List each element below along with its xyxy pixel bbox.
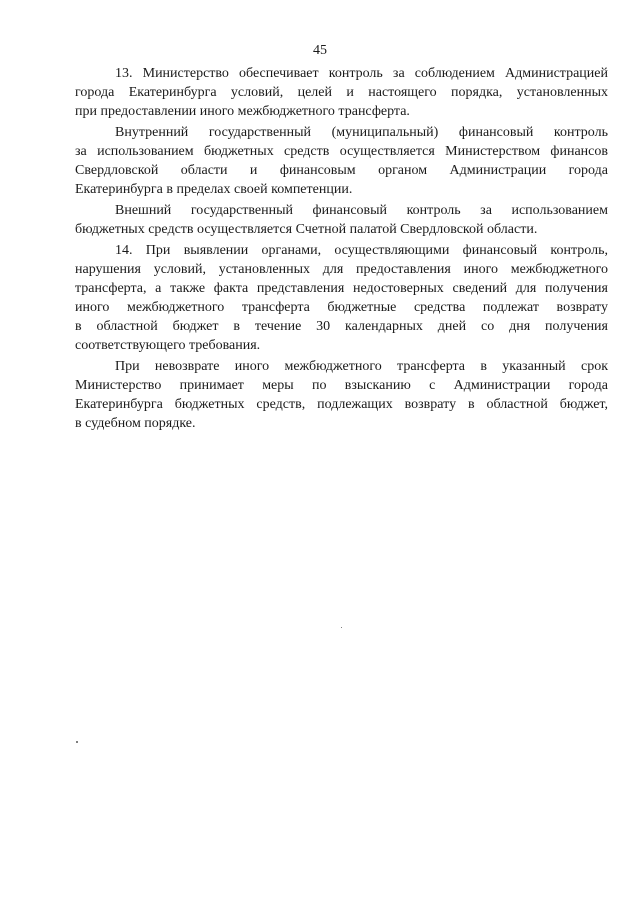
text-line: Свердловской области и финансовым органом Администрации города xyxy=(75,163,608,178)
text-line: иного межбюджетного трансферта бюджетные средства подлежат возврату xyxy=(75,300,608,315)
paragraph-14 xyxy=(75,241,608,355)
text-line: в судебном порядке. xyxy=(75,416,196,431)
text-line: соответствующего требования. xyxy=(75,338,261,353)
text-line: трансферта, а также факта представления недостоверных сведений для получения xyxy=(75,281,608,296)
text-line: Министерство принимает меры по взысканию с Администрации города xyxy=(75,378,608,393)
text-line: 14. При выявлении органами, осуществляющими финансовый контроль, xyxy=(115,243,608,258)
text-line: при предоставлении иного межбюджетного трансферта. xyxy=(75,104,410,119)
page-number: 45 xyxy=(313,43,327,58)
text-line: Внутренний государственный (муниципальный) финансовый контроль xyxy=(115,125,608,140)
text-line: Екатеринбурга в пределах своей компетенции. xyxy=(75,182,353,197)
text-line: в областной бюджет в течение 30 календарных дней со дня получения xyxy=(75,319,608,334)
scan-speck xyxy=(76,741,78,743)
paragraph-13 xyxy=(75,64,608,121)
paragraph-external-control xyxy=(75,201,608,239)
text-line: нарушения условий, установленных для предоставления иного межбюджетного xyxy=(75,262,608,277)
document-body xyxy=(75,64,608,433)
text-line: Внешний государственный финансовый контроль за использованием xyxy=(115,203,608,218)
scan-speck xyxy=(341,627,342,628)
paragraph-non-return xyxy=(75,357,608,433)
text-line: При невозврате иного межбюджетного трансферта в указанный срок xyxy=(115,359,608,374)
text-line: бюджетных средств осуществляется Счетной палатой Свердловской области. xyxy=(75,222,538,237)
paragraph-internal-control xyxy=(75,123,608,199)
text-line: города Екатеринбурга условий, целей и настоящего порядка, установленных xyxy=(75,85,608,100)
text-line: за использованием бюджетных средств осуществляется Министерством финансов xyxy=(75,144,608,159)
text-line: Екатеринбурга бюджетных средств, подлежащих возврату в областной бюджет, xyxy=(75,397,608,412)
text-line: 13. Министерство обеспечивает контроль за соблюдением Администрацией xyxy=(115,66,608,81)
